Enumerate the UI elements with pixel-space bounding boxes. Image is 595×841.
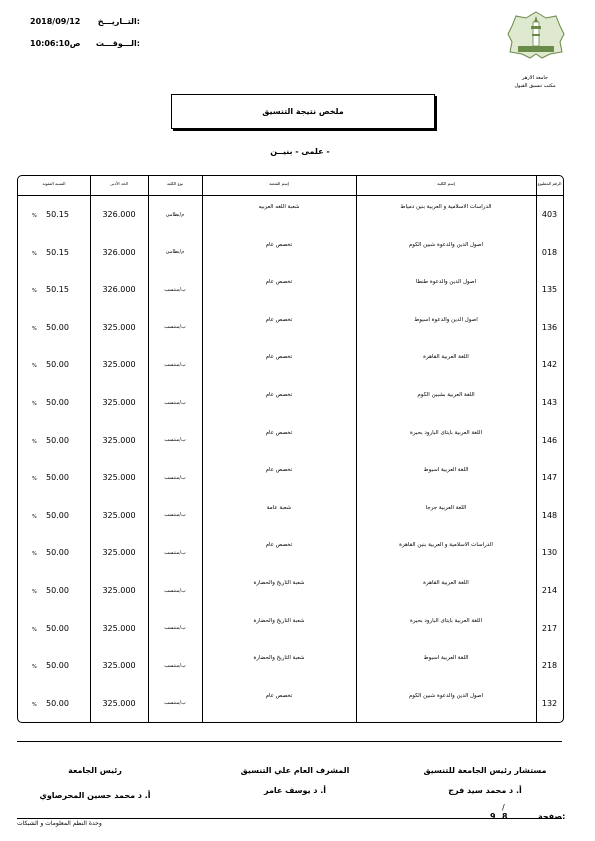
- cell-college-type: ب/منتسب: [164, 587, 186, 594]
- cell-college: اللغة العربية بايتاى البارود بحيرة: [410, 429, 482, 436]
- percent-symbol: %: [32, 701, 37, 708]
- header-percent: النسبة المئوية: [42, 181, 66, 186]
- cell-code: 143: [541, 398, 558, 407]
- cell-college: اللغة العربية بشبين الكوم: [417, 392, 475, 398]
- cell-min-score: 326.000: [102, 247, 136, 257]
- cell-code: 132: [541, 698, 558, 708]
- table-row: [18, 422, 563, 459]
- cell-branch: تخصص عام: [265, 354, 293, 361]
- percent-symbol: %: [32, 363, 37, 370]
- cell-branch: تخصص عام: [265, 692, 293, 699]
- signature-coordination-advisor-name: أ. د محمد سيد فرج: [448, 786, 522, 795]
- cell-percent: [18, 497, 90, 534]
- cell-min-score: 325.000: [102, 661, 136, 671]
- percent-symbol: %: [32, 213, 37, 219]
- cell-college-type: ب/منتسب: [164, 437, 186, 444]
- cell-college-type: ب/منتسب: [164, 286, 186, 293]
- percent-value: 50.00: [46, 586, 69, 595]
- percent-symbol: %: [32, 250, 37, 257]
- cell-branch: شعبة التاريخ والحضارة: [253, 580, 305, 586]
- date-row: [30, 16, 140, 38]
- percent-value: 50.00: [46, 548, 69, 558]
- cell-percent: [18, 346, 90, 383]
- cell-code: 218: [541, 661, 558, 671]
- cell-min-score: 325.000: [102, 623, 136, 633]
- cell-percent: [18, 459, 90, 496]
- cell-code: 147: [541, 473, 558, 483]
- cell-code: 018: [541, 247, 558, 257]
- cell-min-score: 325.000: [102, 360, 136, 370]
- cell-min-score: 325.000: [102, 548, 136, 558]
- cell-college-type: ب/منتسب: [164, 700, 186, 707]
- table-row: [18, 610, 563, 647]
- percent-value: 50.00: [46, 623, 69, 633]
- cell-code: 403: [541, 210, 558, 219]
- header-code: الرقم المطبوع: [537, 181, 562, 186]
- cell-branch: شعبة التاريخ والحضارة: [253, 617, 305, 624]
- cell-code: 217: [541, 623, 558, 633]
- cell-college: اصول الدين والدعوة شبين الكوم: [408, 692, 484, 699]
- cell-college: اللغة العربية بايتاى البارود بحيرة: [410, 617, 482, 624]
- time-value: ص10:06:10: [30, 39, 81, 48]
- cell-college: اصول الدين والدعوة شبين الكوم: [408, 241, 484, 248]
- signature-general-supervisor-name: أ. د يوسف عامر: [263, 786, 327, 795]
- report-subtitle: - علمى - بنيــن: [270, 147, 330, 156]
- percent-symbol: %: [32, 626, 37, 633]
- percent-symbol: %: [32, 325, 37, 332]
- cell-college-type: ب/منتسب: [164, 662, 186, 669]
- table-row: [18, 234, 563, 271]
- signature-general-supervisor-title: المشرف العام علي التنسيق: [240, 766, 350, 775]
- systems-unit-label: وحدة النظم المعلومات و الشبكات: [17, 820, 102, 827]
- cell-percent: [18, 572, 90, 609]
- cell-college-type: ب/منتسب: [164, 399, 186, 406]
- table-row: [18, 497, 563, 534]
- cell-college-type: م/نظامى: [165, 211, 185, 218]
- cell-min-score: 326.000: [102, 210, 136, 219]
- percent-value: 50.00: [46, 661, 69, 671]
- percent-symbol: %: [32, 288, 37, 295]
- cell-min-score: 325.000: [102, 435, 136, 445]
- date-time-block: [30, 16, 140, 60]
- table-row: [18, 534, 563, 571]
- percent-value: 50.00: [46, 473, 69, 483]
- page-total: 9: [490, 812, 496, 821]
- cell-min-score: 325.000: [102, 322, 136, 332]
- cell-percent: [18, 534, 90, 571]
- header-min-score: الحد الأدنى: [110, 181, 128, 186]
- cell-percent: [18, 647, 90, 684]
- cell-college: اللغة العربية جرجا: [425, 504, 467, 511]
- signature-coordination-advisor-title: مستشار رئيس الجامعة للتنسيق: [423, 766, 547, 775]
- cell-college-type: ب/منتسب: [164, 361, 186, 368]
- percent-value: 50.00: [46, 398, 69, 407]
- cell-code: 136: [541, 322, 558, 332]
- table-row: [18, 572, 563, 609]
- cell-min-score: 325.000: [102, 698, 136, 708]
- cell-min-score: 326.000: [102, 285, 136, 295]
- table-row: [18, 346, 563, 383]
- percent-symbol: %: [32, 476, 37, 483]
- cell-college: اللغة العربية اسيوط: [423, 467, 469, 474]
- table-row: [18, 647, 563, 684]
- cell-min-score: 325.000: [102, 586, 136, 595]
- cell-college: الدراسات الاسلامية و العربية بنين القاهرة: [399, 542, 493, 549]
- cell-college-type: م/نظامى: [165, 249, 185, 256]
- percent-value: 50.00: [46, 698, 69, 708]
- al-azhar-logo-icon: [506, 10, 566, 60]
- percent-symbol: %: [32, 513, 37, 520]
- page-separator: /: [502, 803, 505, 812]
- cell-college-type: ب/منتسب: [164, 474, 186, 481]
- cell-code: 148: [541, 510, 558, 520]
- cell-branch: تخصص عام: [265, 279, 293, 286]
- percent-value: 50.00: [46, 435, 69, 445]
- signature-university-president-name: أ. د محمد حسين المحرصاوي: [39, 791, 151, 800]
- table-row: [18, 384, 563, 421]
- cell-min-score: 325.000: [102, 473, 136, 483]
- cell-code: 142: [541, 360, 558, 370]
- signature-university-president-title: رئيس الجامعة: [68, 766, 122, 775]
- date-value: 2018/09/12: [30, 17, 81, 26]
- table-header: [18, 176, 563, 196]
- cell-code: 214: [541, 586, 558, 595]
- percent-symbol: %: [32, 589, 37, 595]
- signature-divider: [17, 741, 562, 742]
- cell-branch: شعبة اللغه العربيه: [258, 204, 300, 210]
- cell-percent: [18, 234, 90, 271]
- cell-college-type: ب/منتسب: [164, 512, 186, 519]
- percent-value: 50.15: [46, 247, 69, 257]
- time-row: [30, 38, 140, 60]
- cell-percent: [18, 610, 90, 647]
- percent-symbol: %: [32, 401, 37, 407]
- university-name: جامعة الازهر: [521, 75, 549, 81]
- table-row: [18, 309, 563, 346]
- cell-college-type: ب/منتسب: [164, 549, 186, 556]
- table-row: [18, 196, 563, 233]
- footer-divider: [17, 818, 562, 819]
- page-current: 8: [502, 812, 508, 821]
- cell-college: اللغة العربية القاهرة: [423, 354, 469, 361]
- cell-college-type: ب/منتسب: [164, 625, 186, 632]
- results-table: [17, 175, 564, 723]
- percent-symbol: %: [32, 551, 37, 558]
- percent-value: 50.00: [46, 360, 69, 370]
- table-row: [18, 459, 563, 496]
- header-college-type: نوع الكلية: [166, 181, 184, 186]
- cell-code: 130: [541, 548, 558, 558]
- percent-symbol: %: [32, 664, 37, 671]
- cell-percent: [18, 271, 90, 308]
- cell-branch: تخصص عام: [265, 542, 293, 549]
- cell-branch: شعبة عامة: [266, 504, 292, 511]
- header-branch: إسم الشعبة: [269, 181, 289, 186]
- page-label: صفحة:: [538, 812, 566, 821]
- office-name: مكتب تنسيق القبول: [514, 83, 556, 89]
- cell-percent: [18, 309, 90, 346]
- report-title: ملخص نتيجة التنسيق: [171, 94, 435, 129]
- header-college: إسم الكلية: [437, 181, 455, 186]
- cell-college: اللغة العربية اسيوط: [423, 655, 469, 662]
- percent-value: 50.00: [46, 510, 69, 520]
- cell-code: 146: [541, 435, 558, 445]
- cell-college: اصول الدين والدعوة اسيوط: [414, 316, 478, 323]
- table-row: [18, 685, 563, 722]
- cell-percent: [18, 196, 90, 233]
- cell-min-score: 325.000: [102, 510, 136, 520]
- percent-value: 50.15: [46, 210, 69, 219]
- cell-branch: تخصص عام: [265, 467, 293, 474]
- institution-block: [490, 74, 580, 90]
- cell-branch: تخصص عام: [265, 392, 293, 398]
- cell-college: اصول الدين والدعوة طنطا: [415, 279, 477, 286]
- time-label: الـــوقـــت:: [95, 39, 140, 48]
- percent-value: 50.00: [46, 322, 69, 332]
- cell-branch: تخصص عام: [265, 241, 293, 248]
- cell-branch: شعبة التاريخ والحضارة: [253, 655, 305, 662]
- cell-percent: [18, 685, 90, 722]
- percent-value: 50.15: [46, 285, 69, 295]
- table-row: [18, 271, 563, 308]
- cell-percent: [18, 384, 90, 421]
- cell-code: 135: [541, 285, 558, 295]
- cell-percent: [18, 422, 90, 459]
- percent-symbol: %: [32, 438, 37, 445]
- cell-min-score: 325.000: [102, 398, 136, 407]
- cell-branch: تخصص عام: [265, 316, 293, 323]
- cell-college: اللغة العربية القاهرة: [423, 580, 469, 586]
- cell-college-type: ب/منتسب: [164, 324, 186, 331]
- cell-college: الدراسات الاسلامية و العربية بنين دمياط: [400, 204, 492, 210]
- cell-branch: تخصص عام: [265, 429, 293, 436]
- date-label: التــاريـــخ:: [97, 17, 140, 26]
